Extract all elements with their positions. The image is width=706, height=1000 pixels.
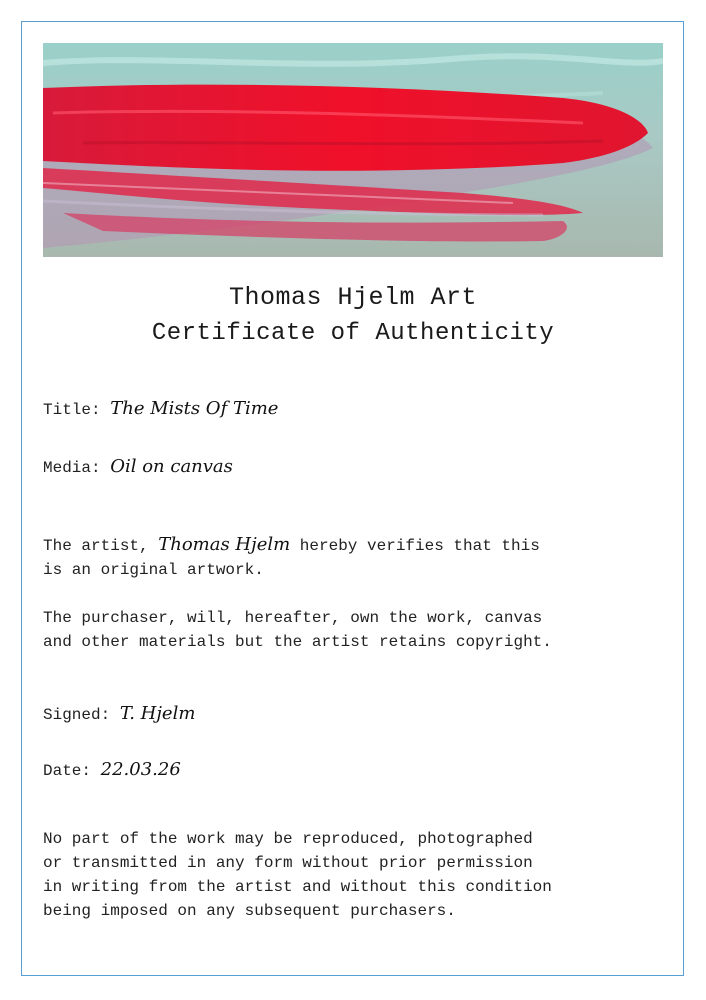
verification-paragraph	[43, 533, 683, 582]
media-field	[43, 456, 233, 477]
title-field	[43, 398, 278, 419]
copyright-paragraph: No part of the work may be reproduced, photographed or transmitted in any form without prior permission in writing from the artist and without this condition being imposed on any subsequent purchasers.	[43, 830, 552, 920]
signature-value: T. Hjelm	[119, 703, 196, 724]
verify-prefix: The artist,	[43, 537, 149, 555]
media-value: Oil on canvas	[110, 456, 233, 477]
media-label: Media:	[43, 459, 101, 477]
signed-field	[43, 703, 195, 724]
studio-name-heading: Thomas Hjelm Art	[228, 283, 478, 312]
certificate-title-heading: Certificate of Authenticity	[151, 320, 555, 347]
signed-label: Signed:	[43, 706, 111, 724]
artwork-title-value: The Mists Of Time	[110, 398, 279, 419]
title-label: Title:	[43, 401, 101, 419]
date-value: 22.03.26	[100, 759, 181, 780]
artist-name: Thomas Hjelm	[158, 534, 291, 555]
date-field	[43, 759, 181, 780]
verify-suffix: hereby verifies that this	[299, 537, 540, 555]
ownership-paragraph: The purchaser, will, hereafter, own the work, canvas and other materials but the artist retains copyright.	[43, 609, 552, 651]
date-label: Date:	[43, 762, 92, 780]
painting-banner-image	[43, 43, 663, 257]
verify-line-2: is an original artwork.	[43, 561, 264, 579]
